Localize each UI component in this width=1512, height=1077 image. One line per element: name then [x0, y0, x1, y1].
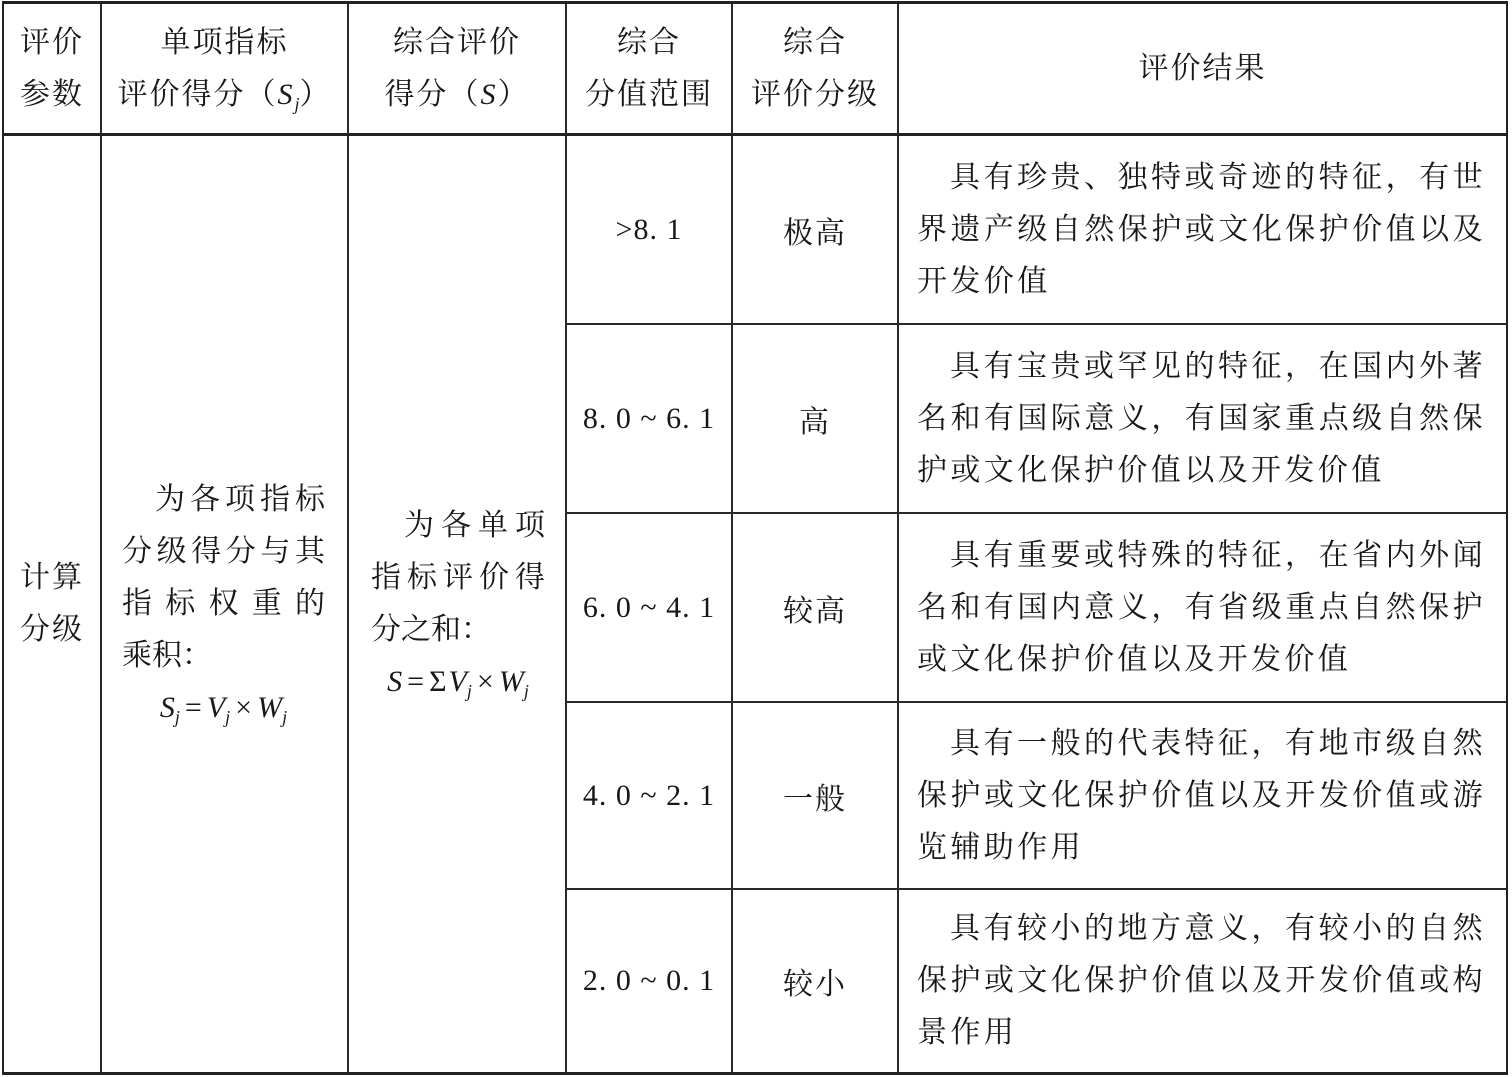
header-total-score — [385, 17, 530, 121]
total-score-formula — [371, 656, 545, 708]
result-text: 具有宝贵或罕见的特征，在国内外著名和有国际意义，有国家重点级自然保护或文化保护价值以及开发价值 — [917, 349, 1486, 487]
header-total-score-line-2 — [385, 69, 530, 121]
header-total-score-line-1: 综合评价 — [393, 25, 521, 59]
header-range — [585, 17, 713, 121]
header-result: 评价结果 — [1138, 51, 1267, 85]
formula-v: V — [206, 691, 226, 724]
header-single-score-line-1: 单项指标 — [160, 25, 289, 59]
total-score-line-3: 分之和： — [371, 613, 491, 646]
result-cell — [899, 136, 1506, 325]
header-total-score-close: ） — [497, 77, 530, 111]
formula-w-subscript: j — [523, 681, 529, 701]
result-cell — [899, 703, 1506, 890]
header-single-score-symbol: S — [277, 77, 295, 111]
formula-lhs: S — [387, 665, 403, 698]
total-score-description — [371, 500, 545, 708]
header-param-line-2: 参数 — [20, 77, 84, 111]
single-score-line-4: 乘积： — [122, 639, 212, 672]
header-single-score-subscript: j — [294, 93, 300, 114]
total-score-line-2: 指标评价得 — [371, 561, 545, 594]
single-score-description — [122, 474, 325, 734]
grade-cell — [733, 325, 899, 514]
param-cell — [4, 136, 102, 1072]
formula-w: W — [257, 691, 283, 724]
single-score-cell — [102, 136, 349, 1072]
header-param — [20, 17, 84, 121]
single-score-line-3: 指标权重的 — [122, 587, 325, 620]
param-line-1: 计算 — [20, 561, 84, 594]
header-grade-line-1: 综合 — [783, 25, 847, 59]
formula-v-subscript: j — [466, 681, 472, 701]
grade-cell — [733, 136, 899, 325]
formula-lhs-subscript: j — [174, 707, 180, 727]
param-line-2: 分级 — [20, 613, 84, 646]
total-score-cell — [349, 136, 567, 1072]
header-single-score-close: ） — [299, 77, 332, 111]
result-cell — [899, 890, 1506, 1072]
grade-cell — [733, 514, 899, 703]
range-cell — [567, 514, 733, 703]
header-result-cell — [899, 4, 1506, 136]
formula-equals: = — [407, 665, 425, 698]
grade-value: 高 — [799, 405, 831, 439]
grade-value: 极高 — [783, 216, 847, 250]
formula-times: × — [476, 665, 494, 698]
single-score-line-1: 为各项指标 — [155, 483, 325, 516]
range-value: 8. 0 ~ 6. 1 — [582, 401, 716, 435]
grade-cell — [733, 890, 899, 1072]
range-value: >8. 1 — [615, 212, 683, 246]
result-cell — [899, 514, 1506, 703]
range-value: 2. 0 ~ 0. 1 — [582, 964, 716, 997]
header-range-cell — [567, 4, 733, 136]
range-cell — [567, 890, 733, 1072]
header-total-score-symbol: S — [480, 77, 498, 111]
header-total-score-text: 得分（ — [384, 77, 481, 111]
result-text: 具有较小的地方意义，有较小的自然保护或文化保护价值以及开发价值或构景作用 — [917, 912, 1486, 1049]
result-text: 具有一般的代表特征，有地市级自然保护或文化保护价值以及开发价值或游览辅助作用 — [917, 726, 1486, 864]
evaluation-grading-table — [2, 1, 1508, 1075]
header-range-line-1: 综合 — [617, 25, 681, 59]
header-grade — [751, 17, 879, 121]
result-text: 具有珍贵、独特或奇迹的特征，有世界遗产级自然保护或文化保护价值以及开发价值 — [917, 160, 1486, 298]
header-param-line-1: 评价 — [20, 25, 84, 59]
result-cell — [899, 325, 1506, 514]
header-single-score-text: 评价得分（ — [117, 77, 278, 111]
single-score-line-2: 分级得分与其 — [122, 535, 325, 568]
result-text: 具有重要或特殊的特征，在省内外闻名和有国内意义，有省级重点自然保护或文化保护价值以及开发价值 — [917, 538, 1486, 676]
total-score-line-1: 为各单项 — [404, 509, 545, 542]
grade-value: 一般 — [783, 782, 847, 816]
formula-equals: = — [184, 691, 202, 724]
header-grade-cell — [733, 4, 899, 136]
header-single-score-line-2 — [117, 69, 331, 121]
range-value: 6. 0 ~ 4. 1 — [582, 590, 716, 624]
formula-sum-sign: Σ — [429, 665, 447, 698]
header-single-score — [117, 17, 331, 121]
formula-v: V — [448, 665, 467, 698]
grade-value: 较小 — [783, 968, 847, 1001]
formula-lhs: S — [159, 691, 175, 724]
range-cell — [567, 325, 733, 514]
grade-cell — [733, 703, 899, 890]
header-total-score-cell — [349, 4, 567, 136]
header-param-cell — [4, 4, 102, 136]
single-score-formula — [122, 682, 325, 734]
header-grade-line-2: 评价分级 — [751, 77, 879, 111]
header-range-line-2: 分值范围 — [585, 77, 713, 111]
range-cell — [567, 703, 733, 890]
param-label — [20, 552, 84, 656]
range-cell — [567, 136, 733, 325]
formula-times: × — [235, 691, 253, 724]
formula-w-subscript: j — [282, 707, 288, 727]
range-value: 4. 0 ~ 2. 1 — [582, 778, 716, 812]
grade-value: 较高 — [783, 594, 847, 628]
formula-w: W — [498, 665, 524, 698]
formula-v-subscript: j — [225, 707, 231, 727]
header-single-score-cell — [102, 4, 349, 136]
